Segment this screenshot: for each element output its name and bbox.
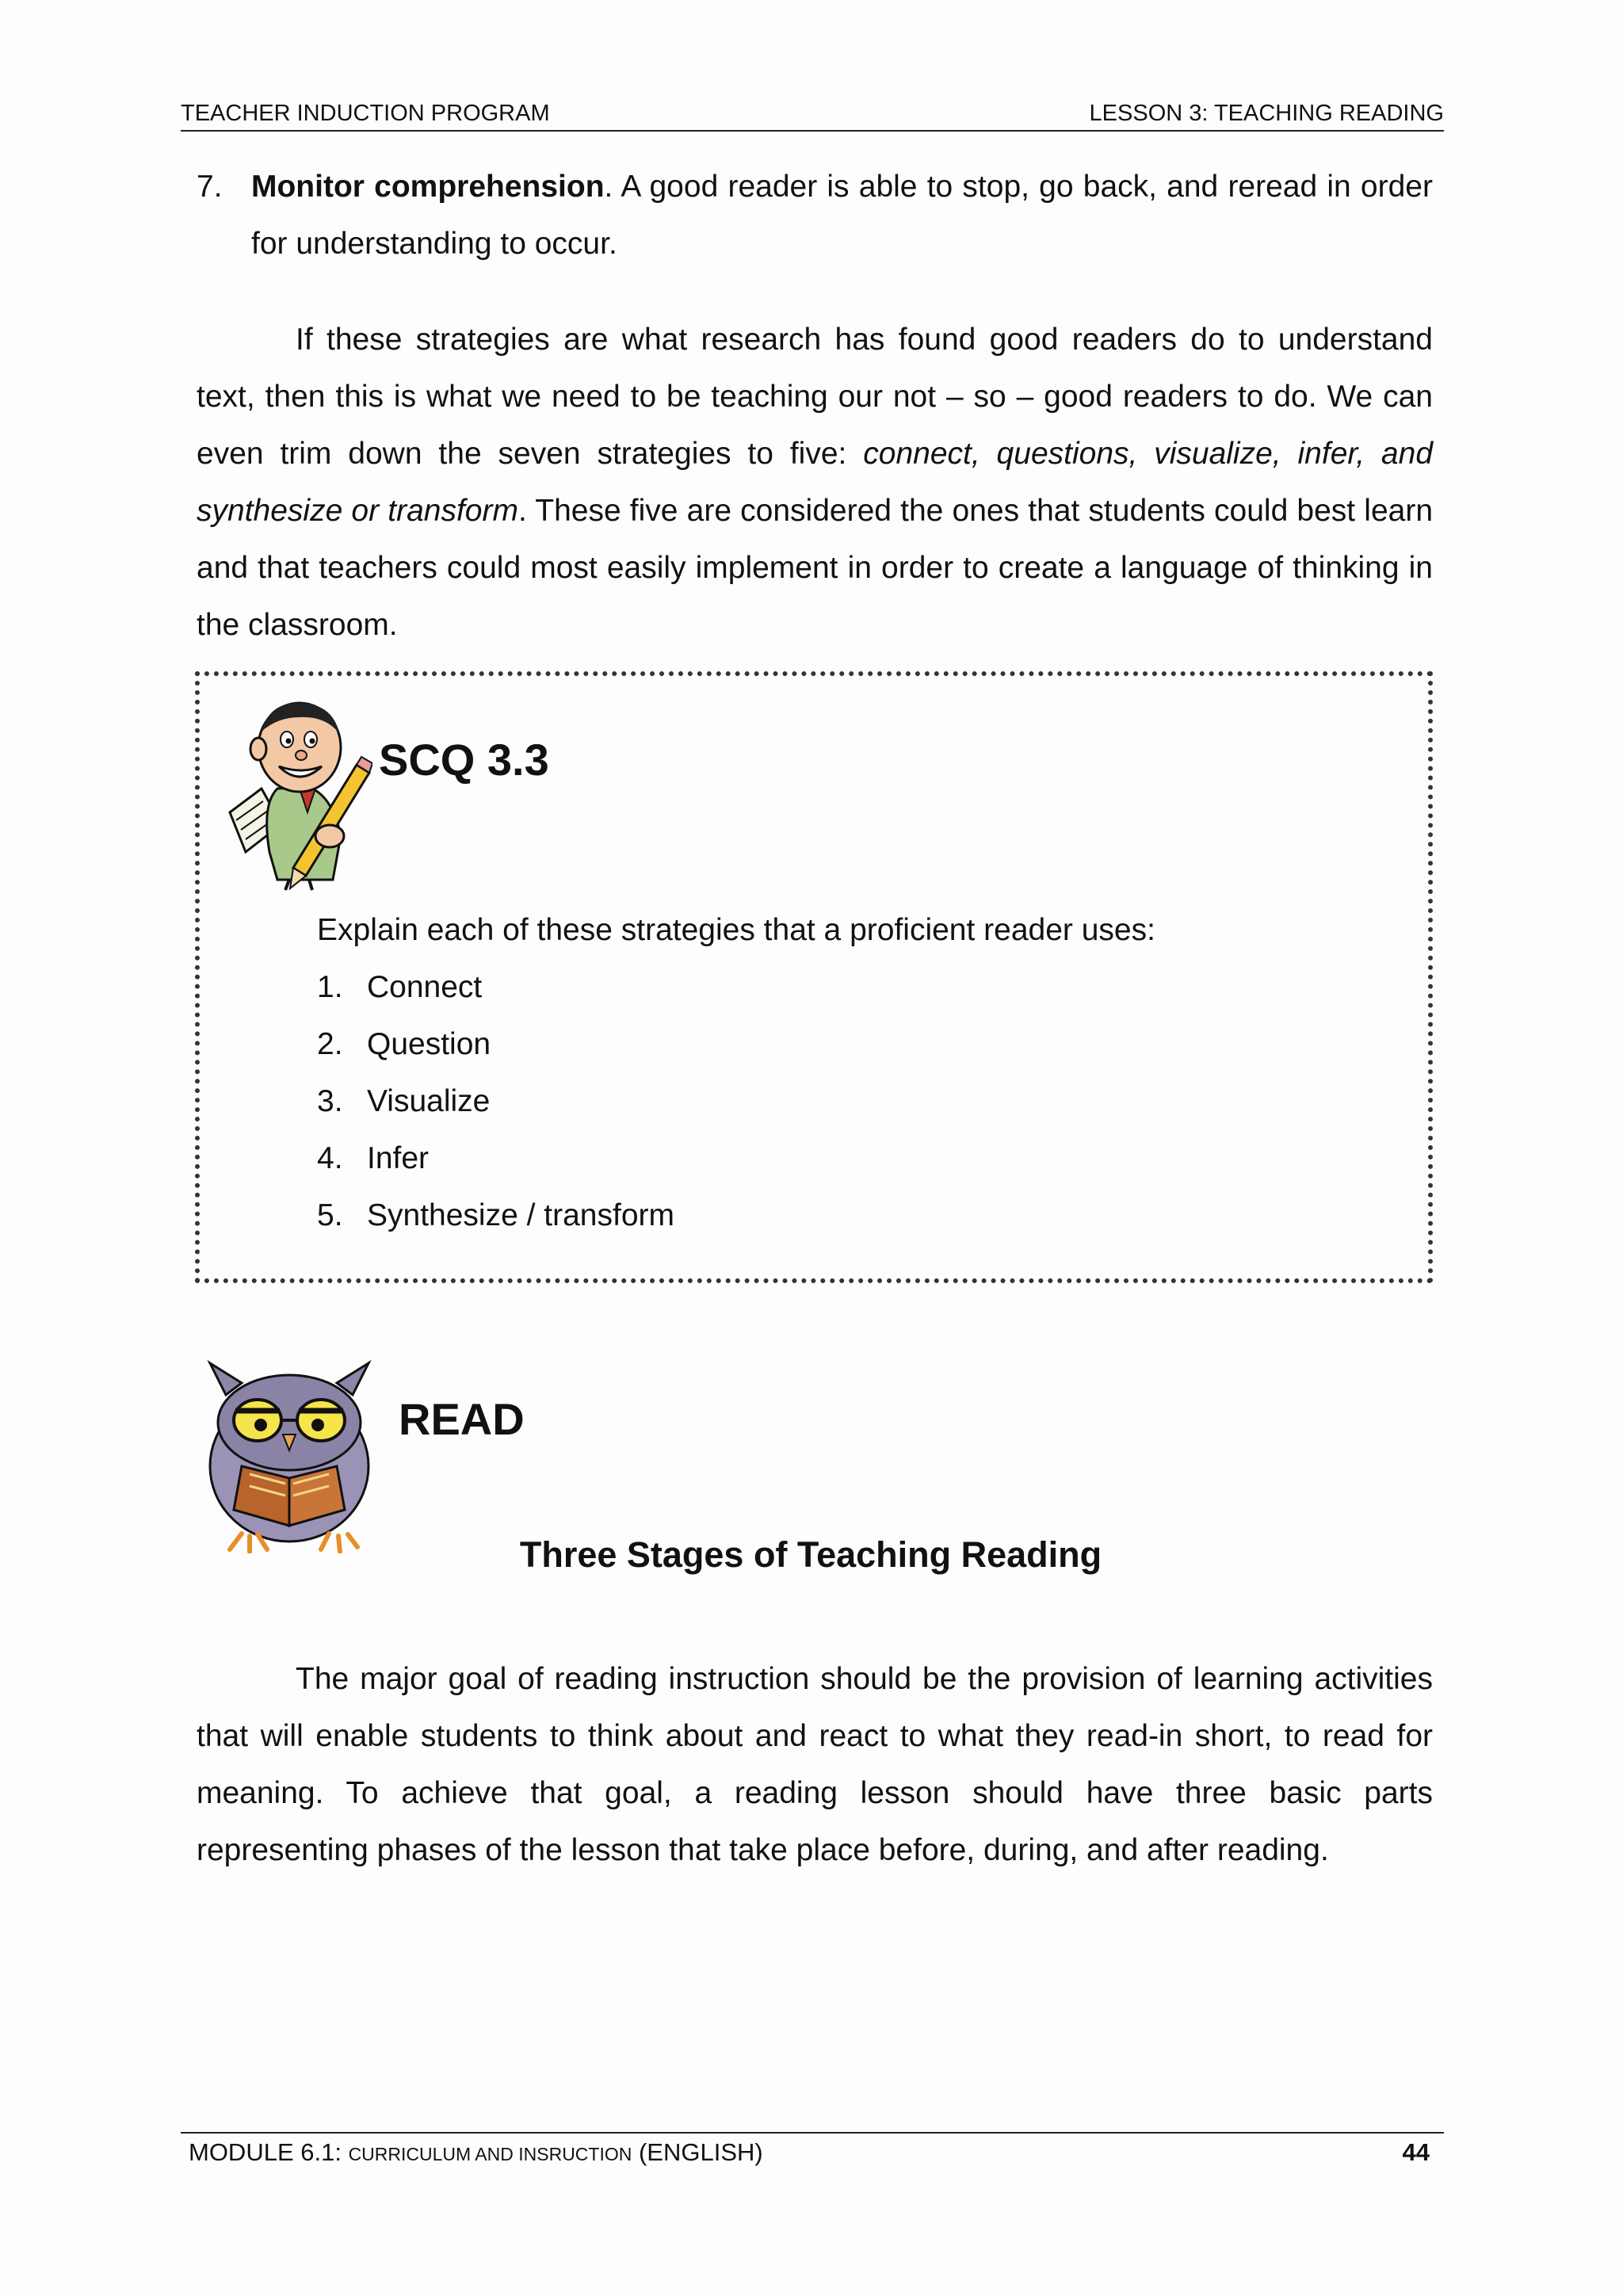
header-right: LESSON 3: TEACHING READING: [1089, 101, 1444, 126]
read-title: READ: [399, 1394, 525, 1444]
item-text: Connect: [367, 970, 483, 1004]
footer-module-label: MODULE 6.1:: [189, 2138, 349, 2166]
header-left: TEACHER INDUCTION PROGRAM: [181, 101, 550, 126]
item-description: . A good reader is able to stop, go back, and reread in order for understanding to occur.: [251, 170, 1433, 261]
scq-title: SCQ 3.3: [379, 735, 549, 785]
item-number: 2.: [317, 1027, 343, 1061]
item-number: 1.: [317, 970, 343, 1004]
section-subheading: [0, 1534, 1623, 1576]
item-number: 3.: [317, 1084, 343, 1118]
item-number: 7.: [197, 170, 223, 204]
owl-reading-icon: [194, 1347, 384, 1553]
page-number: 44: [1402, 2138, 1430, 2166]
item-text: Synthesize / transform: [367, 1198, 674, 1232]
item-text: [251, 159, 1433, 273]
item-number: 4.: [317, 1141, 343, 1175]
item-number: 5.: [317, 1198, 343, 1232]
item-bold-term: Monitor comprehension: [251, 170, 605, 204]
item-text: Infer: [367, 1141, 430, 1175]
item-text: Visualize: [367, 1084, 491, 1118]
paragraph-text: The major goal of reading instruction should be the provision of learning activities that will enable students to think about and react to what they read-in short, to read for meaning. To achieve that goal, a reading lesson should have three basic parts representing phases of the lesson that take place before, during, and after reading.: [197, 1662, 1433, 1867]
page-footer: [181, 2132, 1444, 2166]
footer-module: [189, 2138, 763, 2167]
paragraph-strategies: [197, 311, 1433, 654]
footer-language: (ENGLISH): [632, 2138, 763, 2166]
item-text: Question: [367, 1027, 491, 1061]
subheading-text: Three Stages of Teaching Reading: [519, 1534, 1102, 1575]
teacher-pencil-icon: [214, 693, 372, 892]
paragraph-part-b: . These five are considered the ones that students could best learn and that teachers could most easily implement in order to create a language of thinking in the classroom.: [197, 494, 1434, 642]
paragraph-part-a: If these strategies are what research has found good readers do to understand text, then this is what we need to be teaching our not – so – good readers to do. We can even trim down the seven strategies to five:: [197, 323, 1433, 471]
page-header: [181, 97, 1444, 132]
paragraph-goal: [197, 1651, 1433, 1879]
list-item-7: [197, 159, 1433, 273]
footer-course: CURRICULUM AND INSRUCTION: [348, 2144, 632, 2164]
paragraph-italic: connect, questions, visualize, infer, and synthesize or transform: [197, 437, 1434, 528]
scq-prompt: Explain each of these strategies that a proficient reader uses:: [317, 913, 1155, 947]
